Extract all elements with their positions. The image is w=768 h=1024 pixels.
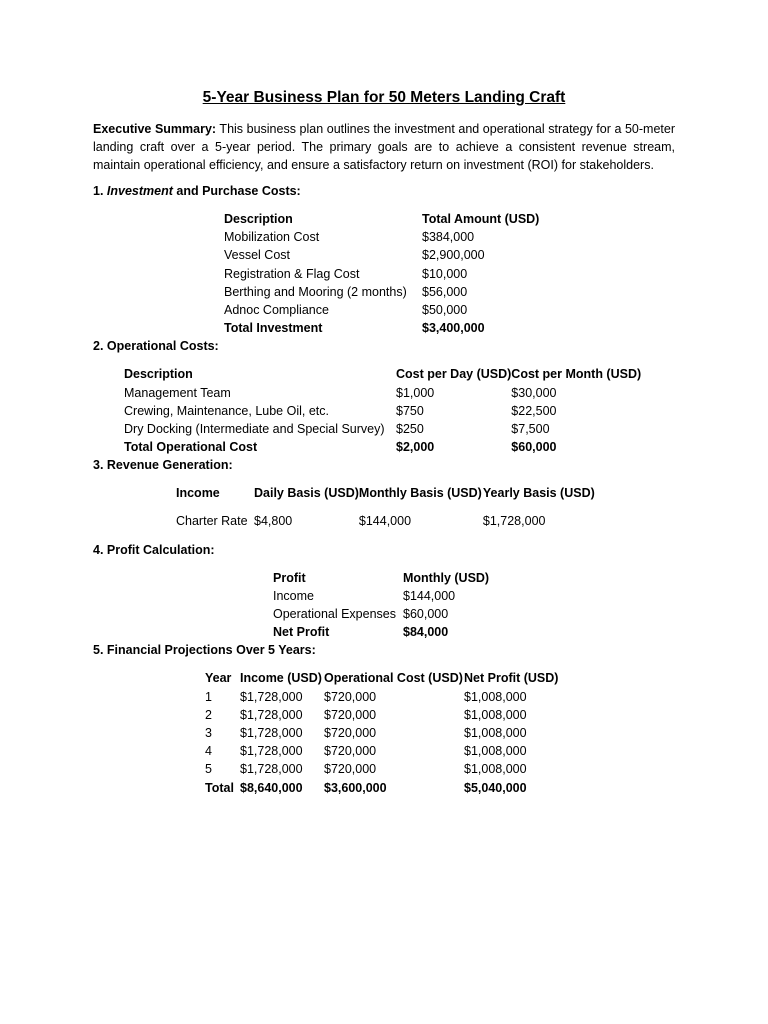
table-row <box>124 402 641 420</box>
projections-table <box>205 669 558 796</box>
cell: $1,000 <box>396 385 435 400</box>
header-description: Description <box>224 212 293 226</box>
cell: $750 <box>396 403 424 418</box>
cell: $1,728,000 <box>240 762 303 777</box>
cell: $3,400,000 <box>422 321 485 336</box>
header-year: Year <box>205 671 232 686</box>
header-monthly: Monthly (USD) <box>403 570 490 585</box>
table-row <box>273 587 489 605</box>
cell: $60,000 <box>403 607 449 622</box>
table-row <box>205 742 558 760</box>
table-row <box>224 265 539 283</box>
cell: $3,600,000 <box>324 780 387 795</box>
cell: Total <box>205 780 234 795</box>
cell: $84,000 <box>403 625 449 640</box>
cell: $5,040,000 <box>464 780 527 795</box>
cell: $22,500 <box>511 403 557 418</box>
cell: Total Investment <box>224 321 323 336</box>
table-header-row <box>176 484 595 502</box>
cell: 5 <box>205 762 212 777</box>
total-row <box>124 438 641 456</box>
cell: $1,728,000 <box>482 514 546 529</box>
header-yearly: Yearly Basis (USD) <box>482 486 595 501</box>
table-header-row <box>205 669 558 687</box>
cell: 4 <box>205 744 212 759</box>
cell: $1,728,000 <box>240 689 303 704</box>
cell: $56,000 <box>422 284 468 299</box>
cell: $10,000 <box>422 266 468 281</box>
cell: $250 <box>396 422 424 437</box>
cell: $720,000 <box>324 707 377 722</box>
cell: Adnoc Compliance <box>224 303 329 318</box>
cell: $720,000 <box>324 744 377 759</box>
header-cost-per-month: Cost per Month (USD) <box>511 367 642 382</box>
table-header-row <box>124 365 641 383</box>
cell: Net Profit <box>273 625 330 640</box>
cell: $60,000 <box>511 440 557 455</box>
cell: Mobilization Cost <box>224 230 320 245</box>
header-income: Income <box>176 486 220 501</box>
section-1-rest: and Purchase Costs: <box>172 184 301 198</box>
header-income: Income (USD) <box>240 671 322 686</box>
section-3-heading: 3. Revenue Generation: <box>93 458 233 473</box>
cell: Registration & Flag Cost <box>224 266 360 281</box>
cell: $720,000 <box>324 762 377 777</box>
cell: Total Operational Cost <box>124 440 258 455</box>
header-profit: Profit <box>273 570 306 585</box>
table-row <box>273 605 489 623</box>
revenue-table <box>176 484 595 530</box>
total-row <box>273 623 489 641</box>
total-row <box>205 779 558 797</box>
table-row <box>224 246 539 264</box>
header-description: Description <box>124 367 193 382</box>
cell: 1 <box>205 689 212 704</box>
cell: $720,000 <box>324 689 377 704</box>
cell: $1,008,000 <box>464 689 527 704</box>
cell: Dry Docking (Intermediate and Special Survey) <box>124 422 385 437</box>
section-4-heading: 4. Profit Calculation: <box>93 542 215 557</box>
header-operational-cost: Operational Cost (USD) <box>324 671 463 686</box>
executive-summary <box>93 120 675 174</box>
section-5-heading: 5. Financial Projections Over 5 Years: <box>93 643 316 658</box>
cell: $1,008,000 <box>464 762 527 777</box>
cell: $30,000 <box>511 385 557 400</box>
header-monthly: Monthly Basis (USD) <box>358 486 482 501</box>
cell: $4,800 <box>254 514 293 529</box>
table-row <box>224 301 539 319</box>
table-row <box>205 706 558 724</box>
cell: $1,008,000 <box>464 707 527 722</box>
section-2-heading: 2. Operational Costs: <box>93 339 219 354</box>
table-row <box>176 503 595 531</box>
section-1-number: 1. <box>93 184 107 198</box>
table-row <box>205 760 558 778</box>
header-net-profit: Net Profit (USD) <box>464 671 559 686</box>
section-1-heading <box>93 182 675 200</box>
cell: Charter Rate <box>176 514 248 529</box>
total-row <box>224 319 539 337</box>
cell: $1,728,000 <box>240 744 303 759</box>
cell: $144,000 <box>403 588 456 603</box>
table-header-row <box>224 210 539 228</box>
profit-table <box>273 569 489 642</box>
header-cost-per-day: Cost per Day (USD) <box>396 367 512 382</box>
section-1-italic: Investment <box>106 184 173 198</box>
cell: $144,000 <box>358 514 412 529</box>
cell: $8,640,000 <box>240 780 303 795</box>
cell: $1,008,000 <box>464 726 527 741</box>
document-title: 5-Year Business Plan for 50 Meters Landing Craft <box>202 89 566 106</box>
cell: Income <box>273 588 314 603</box>
table-row <box>224 283 539 301</box>
cell: Management Team <box>124 385 231 400</box>
cell: Berthing and Mooring (2 months) <box>224 284 407 299</box>
cell: $1,008,000 <box>464 744 527 759</box>
cell: Vessel Cost <box>224 248 291 263</box>
header-total-amount: Total Amount (USD) <box>422 212 540 226</box>
table-header-row <box>273 569 489 587</box>
header-daily: Daily Basis (USD) <box>254 486 359 501</box>
summary-label: Executive Summary: <box>93 122 217 136</box>
cell: Operational Expenses <box>273 607 396 622</box>
cell: $1,728,000 <box>240 726 303 741</box>
table-row <box>124 420 641 438</box>
cell: 2 <box>205 707 212 722</box>
table-row <box>124 384 641 402</box>
table-row <box>205 724 558 742</box>
cell: $720,000 <box>324 726 377 741</box>
table-row <box>205 688 558 706</box>
summary-text: This business plan outlines the investment and operational strategy for a 50-meter landing craft over a 5-year period. The primary goals are to achieve a consistent revenue stream, maintain operational efficiency, and ensure a satisfactory return on investment (ROI) for stakeholders. <box>93 122 675 172</box>
cell: $2,900,000 <box>422 248 485 263</box>
cell: $7,500 <box>511 422 550 437</box>
cell: $50,000 <box>422 303 468 318</box>
cell: $384,000 <box>422 230 475 245</box>
cell: 3 <box>205 726 212 741</box>
table-row <box>224 228 539 246</box>
document-page <box>93 88 675 797</box>
cell: $1,728,000 <box>240 707 303 722</box>
operational-costs-table <box>124 365 641 456</box>
investment-table <box>224 210 539 337</box>
cell: $2,000 <box>396 440 435 455</box>
cell: Crewing, Maintenance, Lube Oil, etc. <box>124 403 329 418</box>
